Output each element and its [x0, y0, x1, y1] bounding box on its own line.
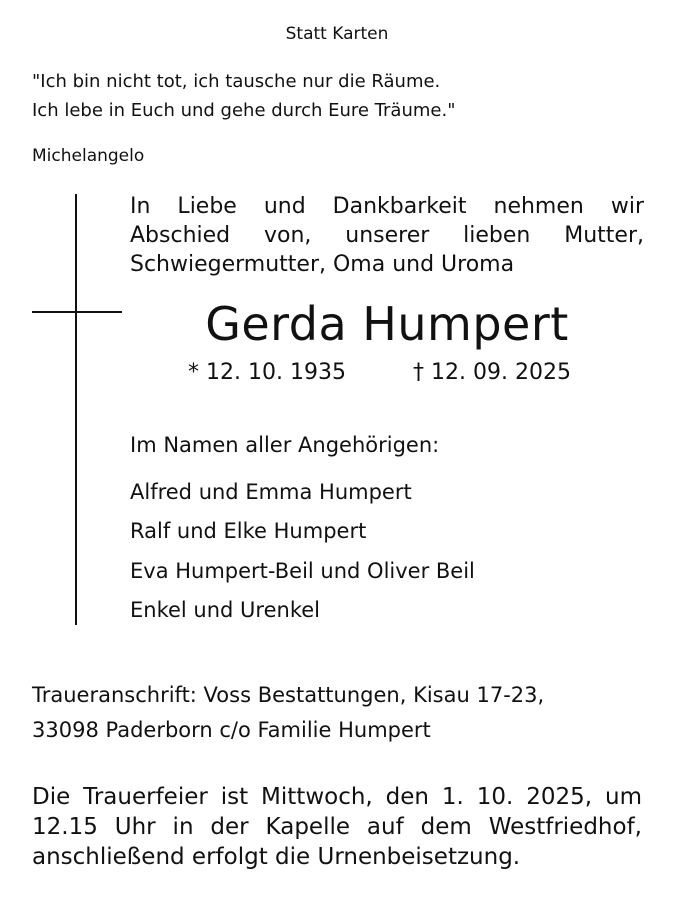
intro-line: In Liebe und Dankbarkeit nehmen wir: [130, 194, 644, 219]
statt-karten-heading: Statt Karten: [285, 24, 389, 44]
mourner-name: Enkel und Urenkel: [130, 598, 320, 622]
mourner-name: Eva Humpert-Beil und Oliver Beil: [130, 559, 475, 583]
intro-line: Schwiegermutter, Oma und Uroma: [130, 252, 515, 277]
birth-date: * 12. 10. 1935: [188, 360, 346, 385]
death-date: † 12. 09. 2025: [413, 360, 571, 385]
intro-text: [130, 192, 644, 279]
service-line: Die Trauerfeier ist Mittwoch, den 1. 10. 2025, um: [32, 784, 642, 810]
service-line: anschließend erfolgt die Urnenbeisetzung.: [32, 844, 521, 870]
quote-line: "Ich bin nicht tot, ich tausche nur die Räume.: [32, 71, 441, 92]
quote-line: Ich lebe in Euch und gehe durch Eure Träume.": [32, 100, 456, 121]
mourning-address: [32, 678, 544, 748]
quote-author: Michelangelo: [32, 146, 145, 166]
intro-line: Abschied von, unserer lieben Mutter,: [130, 223, 644, 248]
mourners-heading: Im Namen aller Angehörigen:: [130, 433, 440, 457]
address-line: Traueranschrift: Voss Bestattungen, Kisau 17-23,: [32, 683, 545, 707]
quote-block: [32, 67, 455, 125]
cross-vertical-bar: [75, 194, 77, 625]
funeral-service-info: [32, 782, 642, 872]
service-line: 12.15 Uhr in der Kapelle auf dem Westfriedhof,: [32, 814, 642, 840]
cross-horizontal-bar: [32, 311, 122, 313]
deceased-name: Gerda Humpert: [205, 297, 569, 351]
address-line: 33098 Paderborn c/o Familie Humpert: [32, 718, 431, 742]
mourner-name: Alfred und Emma Humpert: [130, 480, 412, 504]
mourner-name: Ralf und Elke Humpert: [130, 519, 367, 543]
